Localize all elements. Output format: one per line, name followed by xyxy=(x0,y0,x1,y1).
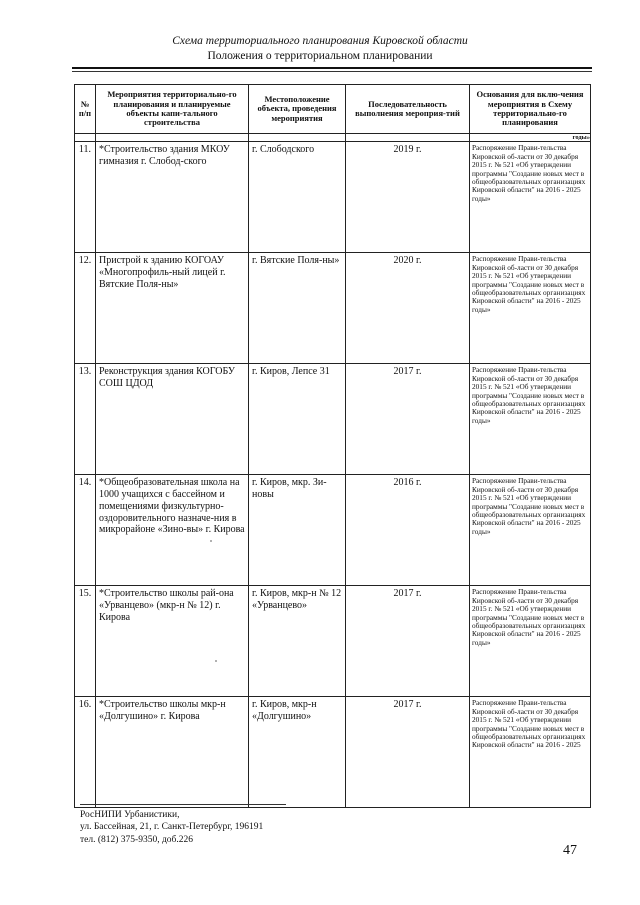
row-number: 13. xyxy=(75,364,96,475)
row-location: г. Киров, мкр. Зи-новы xyxy=(249,475,346,586)
row-location: г. Киров, мкр-н «Долгушино» xyxy=(249,697,346,808)
row-basis: Распоряжение Прави-тельства Кировской об-ласти от 30 декабря 2015 г. № 521 «Об утверждении программы "Создание новых мест в общеобразовательных организациях Кировской области" на 2016 - 2025 годы» xyxy=(470,475,591,586)
row-number: 12. xyxy=(75,253,96,364)
row-location: г. Вятские Поля-ны» xyxy=(249,253,346,364)
footer-contacts xyxy=(80,809,263,846)
measures-table xyxy=(74,84,591,808)
row-location: г. Слободского xyxy=(249,142,346,253)
row-basis: Распоряжение Прави-тельства Кировской об-ласти от 30 декабря 2015 г. № 521 «Об утверждении программы "Создание новых мест в общеобразовательных организациях Кировской области" на 2016 - 2025 годы» xyxy=(470,142,591,253)
col-header-measure: Мероприятия территориально-го планирования и планируемые объекты капи-тального строительства xyxy=(96,85,249,134)
col-header-basis: Основания для вклю-чения мероприятия в Схему территориально-го планирования xyxy=(470,85,591,134)
table-row xyxy=(75,142,591,253)
row-measure: Пристрой к зданию КОГОАУ «Многопрофиль-ный лицей г. Вятские Поля-ны» xyxy=(96,253,249,364)
row-number: 16. xyxy=(75,697,96,808)
row-measure: *Строительство здания МКОУ гимназия г. Слобод-ского xyxy=(96,142,249,253)
row-year: 2017 г. xyxy=(346,364,470,475)
row-number: 15. xyxy=(75,586,96,697)
row-measure: Реконструкция здания КОГОБУ СОШ ЦДОД xyxy=(96,364,249,475)
row-number: 14. xyxy=(75,475,96,586)
col-header-location: Местоположение объекта, проведения мероприятия xyxy=(249,85,346,134)
row-year: 2017 г. xyxy=(346,697,470,808)
row-measure: *Общеобразовательная школа на 1000 учащихся с бассейном и помещениями физкультурно-оздоровительного назначе-ния в микрорайоне «Зино-вы» г. Кирова xyxy=(96,475,249,586)
row-measure: *Строительство школы рай-она «Урванцево» (мкр-н № 12) г. Кирова xyxy=(96,586,249,697)
row-year: 2016 г. xyxy=(346,475,470,586)
row-basis: Распоряжение Прави-тельства Кировской об-ласти от 30 декабря 2015 г. № 521 «Об утверждении программы "Создание новых мест в общеобразовательных организациях Кировской области" на 2016 - 2025 годы» xyxy=(470,253,591,364)
row-location: г. Киров, мкр-н № 12 «Урванцево» xyxy=(249,586,346,697)
row-measure: *Строительство школы мкр-н «Долгушино» г. Кирова xyxy=(96,697,249,808)
row-year: 2017 г. xyxy=(346,586,470,697)
table-row xyxy=(75,586,591,697)
row-year: 2019 г. xyxy=(346,142,470,253)
footer-address: ул. Бассейная, 21, г. Санкт-Петербург, 196191 xyxy=(80,822,264,833)
table-row xyxy=(75,253,591,364)
document-title: Схема территориального планирования Кировской области xyxy=(172,35,468,47)
carryover-row xyxy=(75,134,591,142)
row-year: 2020 г. xyxy=(346,253,470,364)
header-rule xyxy=(72,67,592,69)
table-row xyxy=(75,475,591,586)
document-subtitle: Положения о территориальном планировании xyxy=(207,50,433,62)
table-header-row xyxy=(75,85,591,134)
scan-speck xyxy=(215,660,217,662)
scan-speck xyxy=(210,540,212,542)
row-location: г. Киров, Лепсе 31 xyxy=(249,364,346,475)
table-row xyxy=(75,364,591,475)
row-basis: Распоряжение Прави-тельства Кировской об-ласти от 30 декабря 2015 г. № 521 «Об утверждении программы "Создание новых мест в общеобразовательных организациях Кировской области" на 2016 - 2025 годы» xyxy=(470,364,591,475)
footer-org: РосНИПИ Урбанистики, xyxy=(80,810,180,820)
row-basis: Распоряжение Прави-тельства Кировской об-ласти от 30 декабря 2015 г. № 521 «Об утверждении программы "Создание новых мест в общеобразовательных организациях Кировской области" на 2016 - 2025 годы» xyxy=(470,586,591,697)
table-row xyxy=(75,697,591,808)
footer-rule xyxy=(80,804,286,805)
carryover-text: годы» xyxy=(470,134,591,142)
col-header-sequence: Последовательность выполнения мероприя-тий xyxy=(346,85,470,134)
header-rule-thin xyxy=(72,71,592,72)
row-number: 11. xyxy=(75,142,96,253)
page-number: 47 xyxy=(563,843,577,858)
col-header-number: № п/п xyxy=(75,85,96,134)
row-basis: Распоряжение Прави-тельства Кировской об-ласти от 30 декабря 2015 г. № 521 «Об утверждении программы "Создание новых мест в общеобразовательных организациях Кировской области" на 2016 - 2025 xyxy=(470,697,591,808)
footer-phone: тел. (812) 375-9350, доб.226 xyxy=(80,834,194,845)
